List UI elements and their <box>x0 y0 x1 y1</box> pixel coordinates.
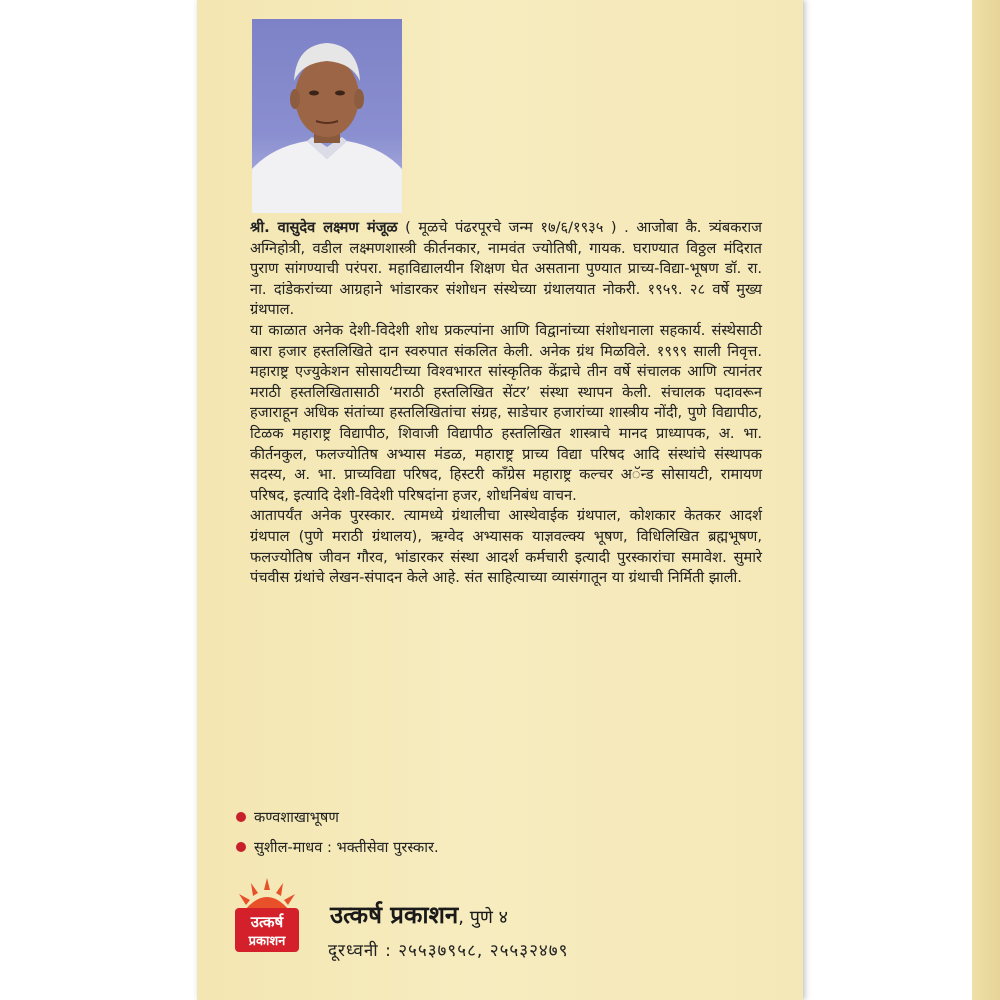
author-portrait-image <box>252 19 402 213</box>
award-item <box>236 802 636 832</box>
award-label: सुशील-माधव : भक्तीसेवा पुरस्कार. <box>254 839 439 856</box>
publisher-phone: दूरध्वनी : २५५३७९५८, २५५३२४७९ <box>328 941 569 961</box>
logo-text-line2: प्रकाशन <box>248 934 286 949</box>
red-bullet-icon <box>236 842 246 852</box>
cover-edge <box>972 0 1000 1000</box>
bio-intro-text: ( मूळचे पंढरपूरचे जन्म १७/६/१९३५ ) . आजोबा कै. त्र्यंबकराज अग्निहोत्री, वडील लक्ष्मणशास्त्री कीर्तनकार, नामवंत ज्योतिषी, गायक. घराण्यात विठ्ठल मंदिरात पुराण सांगण्याची परंपरा. महाविद्यालयीन शिक्षण घेत असताना पुण्यात प्राच्य-विद्या-भूषण डॉ. रा. ना. दांडेकरांच्या आग्रहाने भांडारकर संशोधन संस्थेच्या ग्रंथालयात नोकरी. १९५९. २८ वर्षे मुख्य ग्रंथपाल. <box>250 219 762 319</box>
bio-paragraph-2: या काळात अनेक देशी-विदेशी शोध प्रकल्पांना आणि विद्वानांच्या संशोधनाला सहकार्य. संस्थेसाठी बारा हजार हस्तलिखिते दान स्वरुपात संकलित केली. अनेक ग्रंथ मिळविले. १९९९ साली निवृत्त. महाराष्ट्र एज्युकेशन सोसायटीच्या विश्वभारत सांस्कृतिक केंद्राचे तीन वर्षे संचालक आणि त्यानंतर मराठी हस्तलिखितासाठी ‘मराठी हस्तलिखित सेंटर’ संस्था स्थापन केली. संचालक पदावरून हजाराहून अधिक संतांच्या हस्तलिखितांचा संग्रह, साडेचार हजारांच्या शास्त्रीय नोंदी, पुणे विद्यापीठ, टिळक महाराष्ट्र विद्यापीठ, शिवाजी विद्यापीठ हस्तलिखित शास्त्राचे मानद प्राध्यापक, अ. भा. कीर्तनकुल, फलज्योतिष अभ्यास मंडळ, महाराष्ट्र प्राच्य विद्या परिषद आदि संस्थांचे संस्थापक सदस्य, अ. भा. प्राच्यविद्या परिषद, हिस्टरी कॉंग्रेस महाराष्ट्र कल्चर अॅन्ड सोसायटी, रामायण परिषद, इत्यादि देशी-विदेशी परिषदांना हजर, शोधनिबंध वाचन. <box>250 321 762 504</box>
award-label: कण्वशाखाभूषण <box>254 809 339 826</box>
awards-list <box>236 802 636 862</box>
publisher-city: , पुणे ४ <box>458 907 509 928</box>
sun-icon <box>231 876 303 954</box>
author-name: श्री. वासुदेव लक्ष्मण मंजूळ <box>250 219 398 236</box>
publisher-logo <box>231 876 303 954</box>
bio-paragraph-3: आतापर्यंत अनेक पुरस्कार. त्यामध्ये ग्रंथालीचा आस्थेवाईक ग्रंथपाल, कोशकार केतकर आदर्श ग्रंथपाल (पुणे मराठी ग्रंथालय), ऋग्वेद अभ्यासक याज्ञवल्क्य भूषण, विधिलिखित ब्रह्मभूषण, फलज्योतिष जीवन गौरव, भांडारकर संस्था आदर्श कर्मचारी इत्यादी पुरस्कारांचा समावेश. सुमारे पंचवीस ग्रंथांचे लेखन-संपादन केले आहे. संत साहित्याच्या व्यासंगातून या ग्रंथाची निर्मिती झाली. <box>250 507 762 587</box>
red-bullet-icon <box>236 812 246 822</box>
author-photo <box>252 19 402 213</box>
author-biography <box>250 218 762 589</box>
logo-text-line1: उत्कर्ष <box>250 913 284 931</box>
publisher-name-line <box>330 898 508 931</box>
bio-paragraph-1 <box>250 218 762 321</box>
award-item <box>236 832 636 862</box>
publisher-name: उत्कर्ष प्रकाशन <box>330 901 459 929</box>
